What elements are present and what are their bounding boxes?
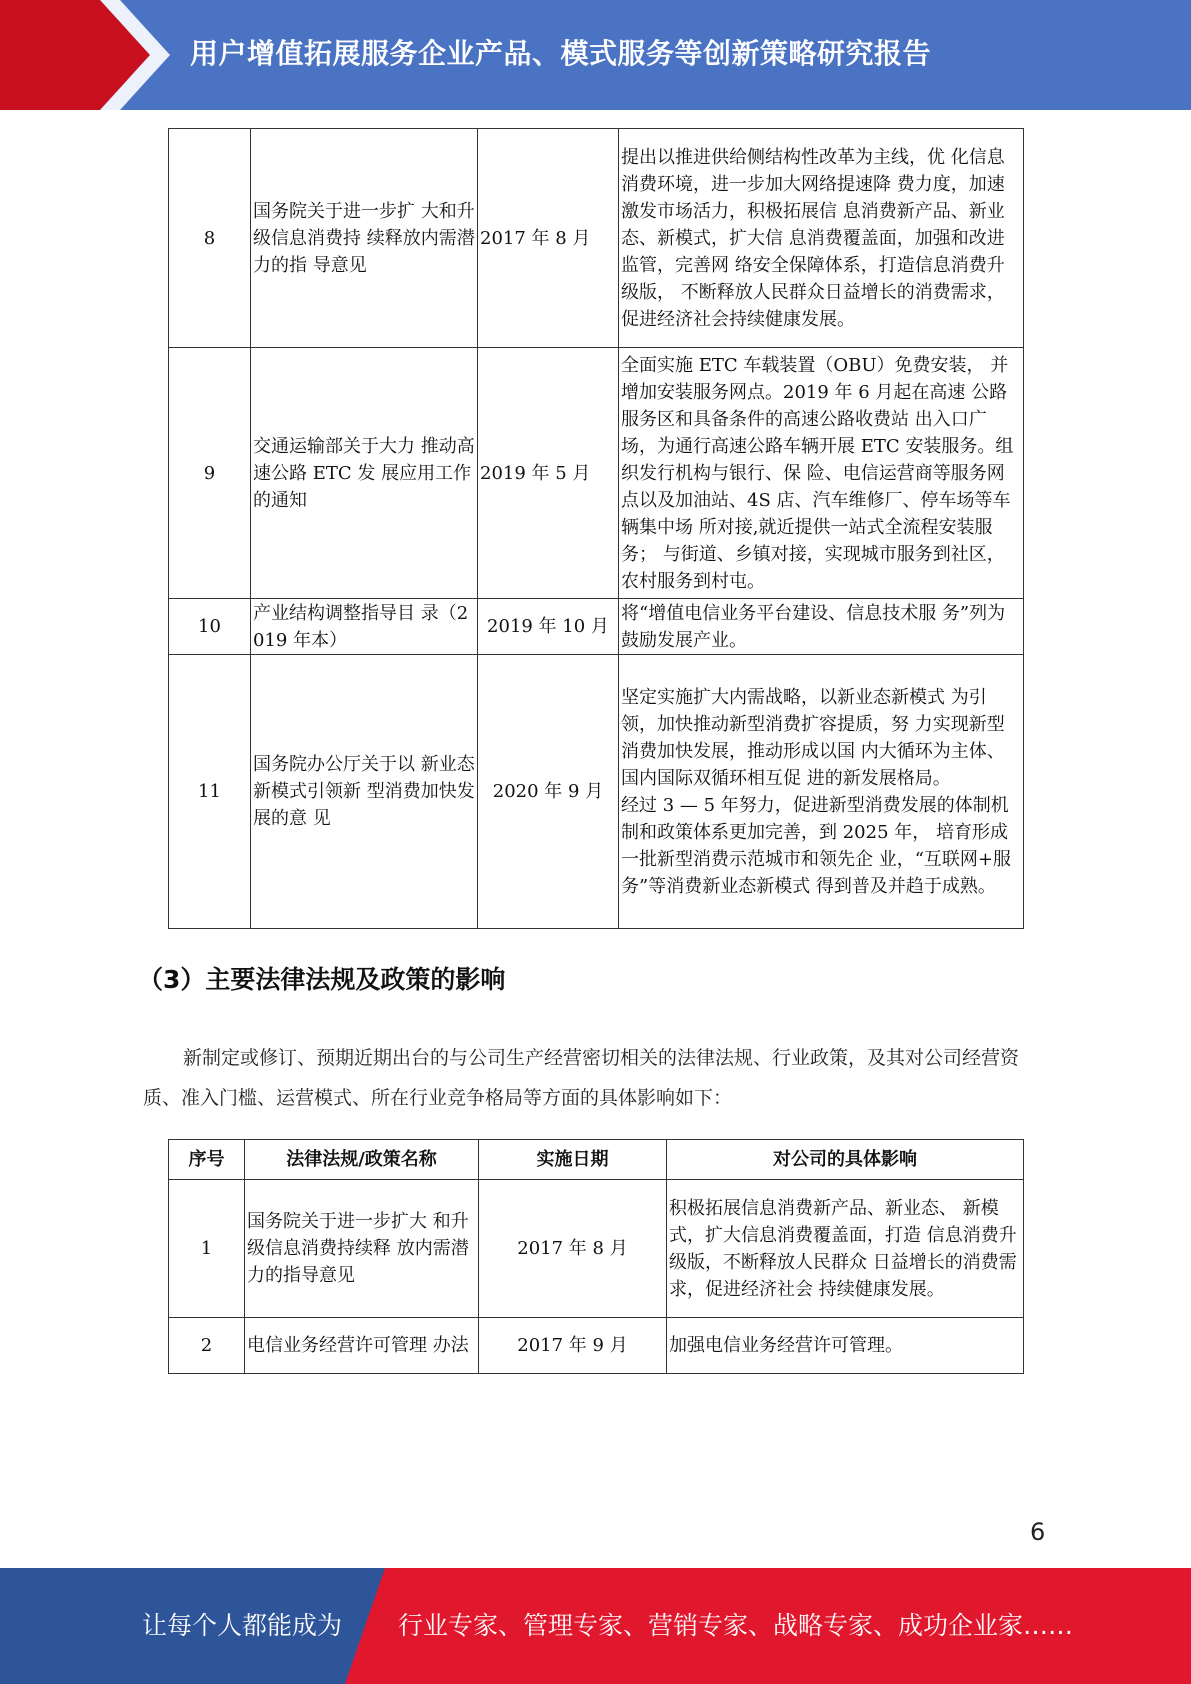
policy-impact: 积极拓展信息消费新产品、新业态、 新模式，扩大信息消费覆盖面，打造 信息消费升级版，不断释放人民群众 日益增长的消费需求，促进经济社会 持续健康发展。 xyxy=(667,1180,1024,1318)
table-row xyxy=(169,599,1024,655)
policy-content xyxy=(619,655,1024,929)
footer-slogan-right: 行业专家、管理专家、营销专家、战略专家、成功企业家…… xyxy=(398,1611,1074,1640)
policy-date: 2020 年 9 月 xyxy=(478,655,619,929)
header-chevron-decoration xyxy=(0,0,200,110)
header-name: 法律法规/政策名称 xyxy=(245,1140,479,1180)
table-header-row xyxy=(169,1140,1024,1180)
policy-date: 2019 年 10 月 xyxy=(478,599,619,655)
policy-date: 2019 年 5 月 xyxy=(478,348,619,599)
policy-impact: 加强电信业务经营许可管理。 xyxy=(667,1318,1024,1374)
row-number: 9 xyxy=(169,348,251,599)
policy-name: 交通运输部关于大力 推动高速公路 ETC 发 展应用工作的通知 xyxy=(251,348,478,599)
policy-date: 2017 年 9 月 xyxy=(479,1318,667,1374)
footer-slogan-left: 让每个人都能成为 xyxy=(142,1611,343,1640)
header-title: 用户增值拓展服务企业产品、模式服务等创新策略研究报告 xyxy=(190,37,932,70)
table-row xyxy=(169,1318,1024,1374)
policy-name: 电信业务经营许可管理 办法 xyxy=(245,1318,479,1374)
policy-content: 全面实施 ETC 车载装置（OBU）免费安装， 并增加安装服务网点。2019 年 6 月起在高速 公路服务区和具备条件的高速公路收费站 出入口广场，为通行高速公路车辆开展 ETC 安装服务。组织发行机构与银行、保 险、电信运营商等服务网点以及加油站、4S 店、汽车维修厂、停车场等车辆集中场 所对接,就近提供一站式全流程安装服务； 与街道、乡镇对接，实现城市服务到社区， 农村服务到村屯。 xyxy=(619,348,1024,599)
policy-name: 国务院关于进一步扩大 和升级信息消费持续释 放内需潜力的指导意见 xyxy=(245,1180,479,1318)
section-paragraph: 新制定或修订、预期近期出台的与公司生产经营密切相关的法律法规、行业政策，及其对公司经营资质、准入门槛、运营模式、所在行业竞争格局等方面的具体影响如下： xyxy=(143,1047,1020,1109)
table-row xyxy=(169,129,1024,348)
policy-date: 2017 年 8 月 xyxy=(479,1180,667,1318)
policy-date: 2017 年 8 月 xyxy=(478,129,619,348)
row-number: 10 xyxy=(169,599,251,655)
section-heading: （3）主要法律法规及政策的影响 xyxy=(138,965,506,994)
row-number: 2 xyxy=(169,1318,245,1374)
policy-name: 国务院办公厅关于以 新业态新模式引领新 型消费加快发展的意 见 xyxy=(251,655,478,929)
page-number: 6 xyxy=(1030,1518,1046,1546)
policy-content-part-2: 经过 3 — 5 年努力，促进新型消费发展的体制机制和政策体系更加完善，到 2025 年， 培育形成一批新型消费示范城市和领先企 业，“互联网+服务”等消费新业态新模式 得到普及并趋于成熟。 xyxy=(621,794,1012,897)
row-number: 11 xyxy=(169,655,251,929)
policy-content: 将“增值电信业务平台建设、信息技术服 务”列为鼓励发展产业。 xyxy=(619,599,1024,655)
policy-content-part-1: 坚定实施扩大内需战略，以新业态新模式 为引领，加快推动新型消费扩容提质，努 力实现新型消费加快发展，推动形成以国 内大循环为主体、国内国际双循环相互促 进的新发展格局。 xyxy=(621,686,1005,789)
header-impact: 对公司的具体影响 xyxy=(667,1140,1024,1180)
table-row xyxy=(169,655,1024,929)
header-date: 实施日期 xyxy=(479,1140,667,1180)
header-no: 序号 xyxy=(169,1140,245,1180)
policy-table-continued xyxy=(168,128,1024,929)
page-header xyxy=(0,0,1191,110)
policy-name: 产业结构调整指导目 录（2019 年本） xyxy=(251,599,478,655)
table-row xyxy=(169,1180,1024,1318)
row-number: 1 xyxy=(169,1180,245,1318)
law-impact-table xyxy=(168,1139,1024,1374)
table-row xyxy=(169,348,1024,599)
row-number: 8 xyxy=(169,129,251,348)
policy-content: 提出以推进供给侧结构性改革为主线，优 化信息消费环境，进一步加大网络提速降 费力度，加速激发市场活力，积极拓展信 息消费新产品、新业态、新模式，扩大信 息消费覆盖面，加强和改进监管，完善网 络安全保障体系，打造信息消费升级版， 不断释放人民群众日益增长的消费需求， 促进经济社会持续健康发展。 xyxy=(619,129,1024,348)
page-footer xyxy=(0,1568,1191,1684)
policy-name: 国务院关于进一步扩 大和升级信息消费持 续释放内需潜力的指 导意见 xyxy=(251,129,478,348)
